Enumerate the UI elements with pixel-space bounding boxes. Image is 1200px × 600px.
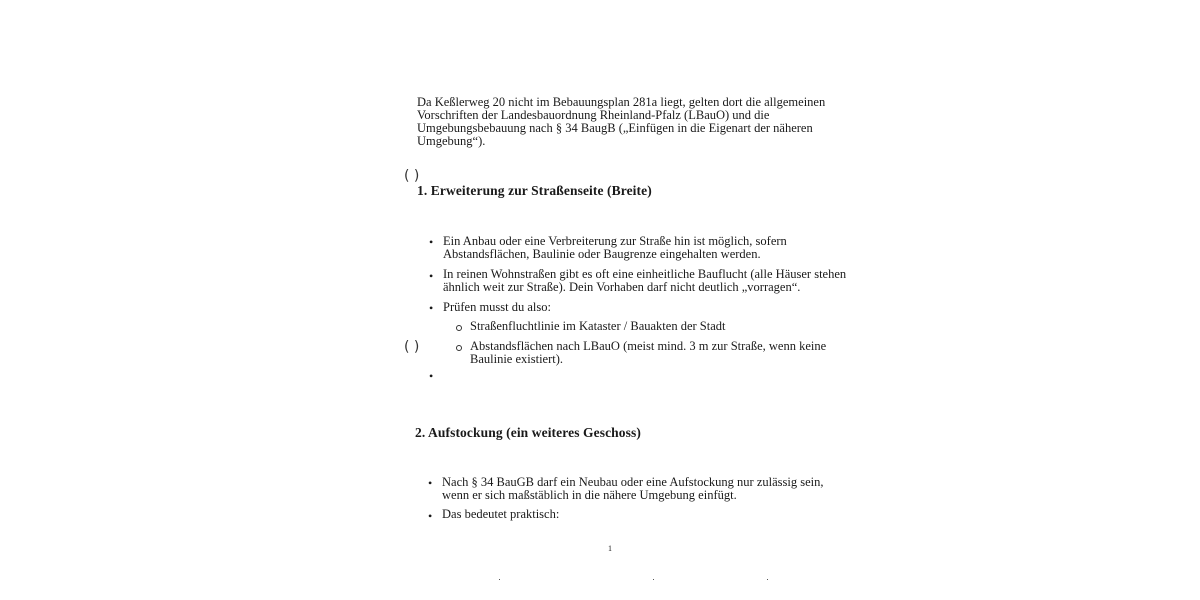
bullet-dot: • <box>429 235 434 249</box>
section1-heading: 1. Erweiterung zur Straßenseite (Breite) <box>417 183 652 198</box>
speck <box>499 579 500 580</box>
intro-line: Vorschriften der Landesbauordnung Rheinland-Pfalz (LBauO) und die <box>417 108 770 122</box>
speck <box>767 579 768 580</box>
sub-list-item: Straßenfluchtlinie im Kataster / Bauakten der Stadt <box>470 319 726 333</box>
circle-bullet <box>456 345 462 351</box>
intro-line: Umgebungsbebauung nach § 34 BaugB („Einfügen in die Eigenart der näheren <box>417 121 813 135</box>
bullet-dot-empty: • <box>429 369 434 383</box>
page-number: 1 <box>608 544 612 553</box>
list-item: Das bedeutet praktisch: <box>442 507 560 521</box>
circle-bullet <box>456 325 462 331</box>
list-item: Ein Anbau oder eine Verbreiterung zur Straße hin ist möglich, sofern Abstandsflächen, Baulinie oder Baugrenze eingehalten werden. <box>443 234 787 261</box>
intro-line: Da Keßlerweg 20 nicht im Bebauungsplan 281a liegt, gelten dort die allgemeinen <box>417 95 826 109</box>
side-marker: ( ) <box>404 339 420 355</box>
list-item: Prüfen musst du also: <box>443 300 551 314</box>
bullet-dot: • <box>428 509 433 523</box>
list-item: Nach § 34 BauGB darf ein Neubau oder eine Aufstockung nur zulässig sein, wenn er sich maßstäblich in die nähere Umgebung einfügt. <box>442 475 824 502</box>
list-item: In reinen Wohnstraßen gibt es oft eine einheitliche Bauflucht (alle Häuser stehen ähnlich weit zur Straße). Dein Vorhaben darf nicht deutlich „vorragen“. <box>443 267 847 294</box>
sub-list-item: Abstandsflächen nach LBauO (meist mind. 3 m zur Straße, wenn keine Baulinie existiert). <box>470 339 827 366</box>
intro-paragraph <box>417 95 826 148</box>
bullet-dot: • <box>429 269 434 283</box>
bullet-dot: • <box>429 301 434 315</box>
intro-line: Umgebung“). <box>417 134 486 148</box>
speck <box>653 579 654 580</box>
section1-marker: ( ) <box>404 168 420 184</box>
bullet-dot: • <box>428 476 433 490</box>
section2-heading: 2. Aufstockung (ein weiteres Geschoss) <box>415 425 641 440</box>
